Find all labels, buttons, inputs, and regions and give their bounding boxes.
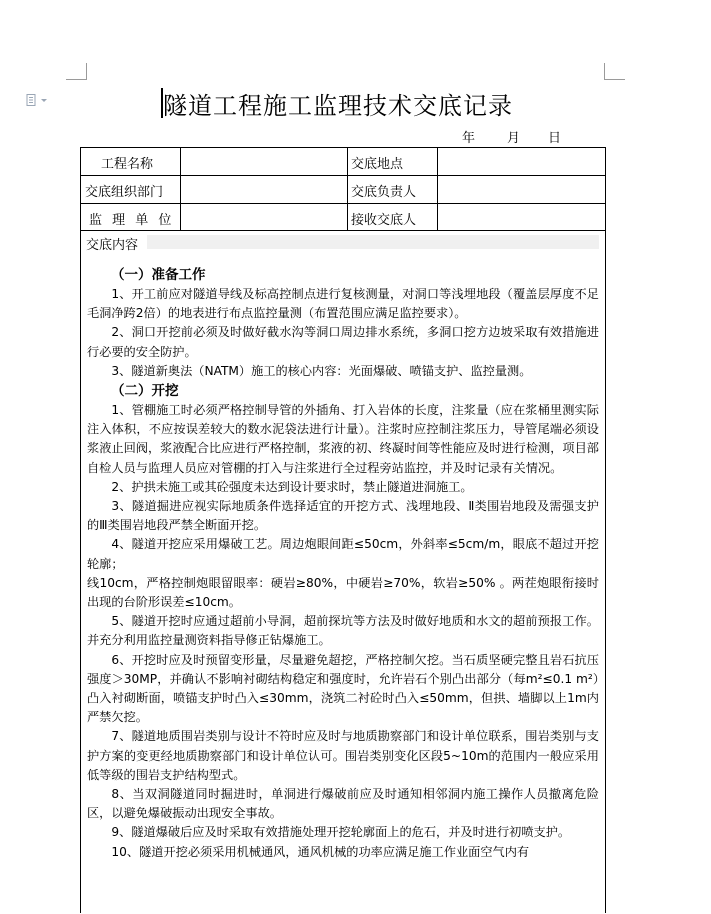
paragraph: 2、洞口开挖前必须及时做好截水沟等洞口周边排水系统，多洞口挖方边坡采取有效措施进行必要的安全防护。 [87,325,599,359]
document-outline-icon[interactable] [26,94,48,106]
paragraph: 线10cm，严格控制炮眼留眼率：硬岩≥80%，中硬岩≥70%，软岩≥50% 。两茬炮眼衔接时出现的台阶形误差≤10cm。 [87,575,599,610]
paragraph: 2、护拱未施工或其砼强度未达到设计要求时，禁止隧道进洞施工。 [111,479,473,494]
handover-record-table [80,147,606,913]
paragraph: 3、隧道新奥法（NATM）施工的核心内容：光面爆破、喷锚支护、监控量测。 [111,363,532,378]
paragraph: 6、开挖时应及时预留变形量，尽量避免超挖，严格控制欠挖。当石质坚硬完整且岩石抗压强度＞30MP，并确认不影响衬砌结构稳定和强度时，允许岩石个别凸出部分（每m²≤0.1 m²）凸入衬砌断面，喷锚支护时凸入≤30mm，浇筑二衬砼时凸入≤50mm，但拱、墙脚以上1m内严禁欠挖。 [87,652,599,725]
location-label: 交底地点 [351,157,404,172]
supervisor-unit-label: 监 理 单 位 [89,213,175,228]
paragraph: 1、管棚施工时必须严格控制导管的外插角、打入岩体的长度，注浆量（应在浆桶里测实际注入体积，不应按误差较大的数水泥袋法进行计量）。注浆时应控制注浆压力，导管尾端必须设浆液止回阀，浆液配合比应进行严格控制，浆液的初、终凝时间等性能应及时进行检测，项目部自检人员与监理人员应对管棚的打入与注浆进行全过程旁站监控，并及时记录有关情况。 [87,403,599,475]
org-department-label: 交底组织部门 [85,185,164,200]
responsible-person-label: 交底负责人 [351,185,417,200]
table-divider [180,148,181,231]
page-title: 隧道工程施工监理技术交底记录 [163,92,513,120]
table-row [81,148,605,176]
paragraph: 3、隧道掘进应视实际地质条件选择适宜的开挖方式、浅埋地段、Ⅱ类围岩地段及需强支护的Ⅲ类围岩地段严禁全断面开挖。 [87,499,599,533]
receiver-label: 接收交底人 [351,213,417,228]
table-divider [437,148,438,231]
paragraph: 10、隧道开挖必须采用机械通风，通风机械的功率应满足施工作业面空气内有 [111,844,530,859]
date-month: 月 [507,131,521,146]
paragraph: 7、隧道地质围岩类别与设计不符时应及时与地质勘察部门和设计单位联系，围岩类别与支护方案的变更经地质勘察部门和设计单位认可。围岩类别变化区段5~10m的范围内一般应采用低等级的围岩支护结构型式。 [87,729,599,782]
paragraph: 8、当双洞隧道同时掘进时，单洞进行爆破前应及时通知相邻洞内施工操作人员撤离危险区，以避免爆破振动出现安全事故。 [87,787,599,821]
table-divider [347,148,348,231]
crop-mark-top-left [66,63,87,80]
section-heading-excavation: （二）开挖 [111,383,179,400]
date-year: 年 [462,131,476,146]
paragraph: 9、隧道爆破后应及时采取有效措施处理开挖轮廓面上的危石，并及时进行初喷支护。 [111,825,571,840]
date-day: 日 [548,131,562,146]
content-field-shade[interactable] [147,235,599,249]
content-label: 交底内容 [86,238,139,253]
paragraph: 1、开工前应对隧道导线及标高控制点进行复核测量，对洞口等浅埋地段（覆盖层厚度不足毛洞净跨2倍）的地表进行布点监控量测（布置范围应满足监控要求）。 [87,287,599,321]
paragraph: 5、隧道开挖时应通过超前小导洞，超前探坑等方法及时做好地质和水文的超前预报工作。并充分利用监控量测资料指导修正钻爆施工。 [87,614,599,648]
section-heading-preparation: （一）准备工作 [111,267,206,283]
project-name-label: 工程名称 [101,157,154,172]
paragraph: 4、隧道开挖应采用爆破工艺。周边炮眼间距≤50cm，外斜率≤5cm/m，眼底不超过开挖轮廓； [87,537,599,571]
content-body[interactable] [87,265,599,862]
crop-mark-top-right [604,63,625,80]
